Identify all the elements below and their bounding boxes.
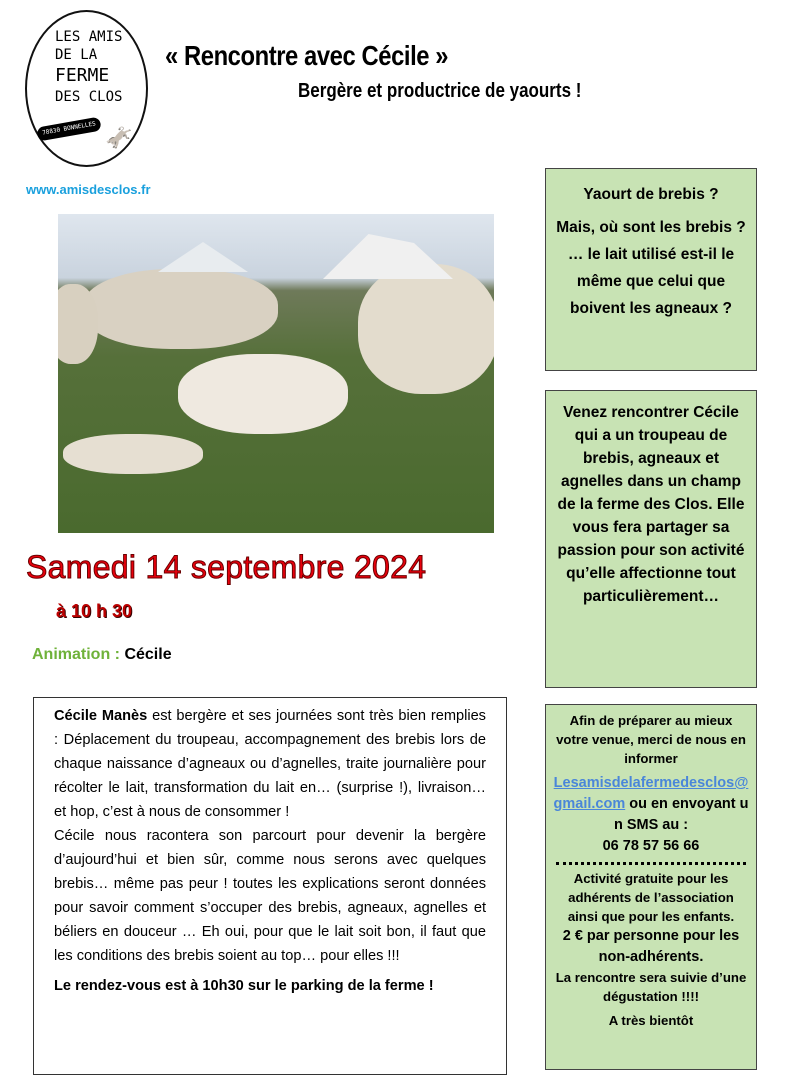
logo-line: LES AMIS xyxy=(55,29,123,45)
info-box xyxy=(545,704,757,1070)
page-title: « Rencontre avec Cécile » xyxy=(165,40,449,71)
invitation-box xyxy=(545,390,757,688)
meeting-point: Le rendez-vous est à 10h30 sur le parking de la ferme ! xyxy=(54,978,434,994)
description-text: est bergère et ses journées sont très bien remplies : Déplacement du troupeau, accompagnement des brebis lors de chaque naissance d’agneaux ou d’agnelles, traite journalière pour récolter le lait, transformation du lait en… (surprise !), livraison… et hop, c’est à nous de consommer ! xyxy=(54,708,486,820)
closing-text: A très bientôt xyxy=(608,1013,694,1028)
price-info: 2 € par personne pour les non-adhérents. xyxy=(562,928,740,965)
logo-line: FERME xyxy=(55,65,110,86)
invitation-text: Venez rencontrer Cécile qui a un troupeau de brebis, agneaux et agnelles dans un champ de la ferme des Clos. Elle vous fera partager sa passion pour son activité qu’elle affectionne tout particulièrement… xyxy=(557,404,745,605)
email-link[interactable]: Lesamisdelafermedesclos@gmail.com xyxy=(553,775,749,812)
free-info: Activité gratuite pour les adhérents de l’association ainsi que pour les enfants. xyxy=(567,871,735,924)
host-name: Cécile Manès xyxy=(54,708,148,724)
question-box xyxy=(545,168,757,371)
tasting-info: La rencontre sera suivie d’une dégustation !!!! xyxy=(555,970,747,1004)
page-subtitle: Bergère et productrice de yaourts ! xyxy=(298,80,582,102)
phone-number: 06 78 57 56 66 xyxy=(602,838,700,854)
sheep-photo xyxy=(58,214,494,533)
donkey-icon: 🫏 xyxy=(105,126,133,151)
logo-line: DES CLOS xyxy=(55,89,123,105)
logo-tag: 78830 BONNELLES xyxy=(36,117,102,142)
question-text: Mais, où sont les brebis ? … le lait utilisé est-il le même que celui que boivent les agneaux ? xyxy=(556,219,746,317)
animation-value: Cécile xyxy=(120,646,172,663)
animation-label: Animation : xyxy=(32,646,120,663)
description-paragraph: Cécile nous racontera son parcourt pour devenir la bergère d’aujourd’hui et bien sûr, comme nous serons avec quelques brebis… même pas peur ! toutes les explications seront données pour savoir comment s’occuper des brebis, agneaux, agnelles et béliers en douceur … Eh oui, pour que le lait soit bon, il faut que les conditions des brebis soient au top… pour elles !!! xyxy=(54,828,486,964)
event-time: à 10 h 30 xyxy=(56,601,133,621)
website-link[interactable]: www.amisdesclos.fr xyxy=(26,182,151,197)
event-date: Samedi 14 septembre 2024 xyxy=(26,549,427,585)
registration-text: Afin de préparer au mieux votre venue, merci de nous en informer xyxy=(556,713,746,766)
question-title: Yaourt de brebis ? xyxy=(583,186,719,203)
contact-text xyxy=(552,773,750,857)
animation-line xyxy=(32,645,172,665)
logo-line: DE LA xyxy=(55,47,98,63)
association-logo xyxy=(25,10,148,167)
dotted-divider xyxy=(556,862,746,865)
description-paragraph xyxy=(54,704,486,824)
sms-text: ou en envoyant un SMS au : xyxy=(613,796,749,833)
description-box xyxy=(33,697,507,1075)
